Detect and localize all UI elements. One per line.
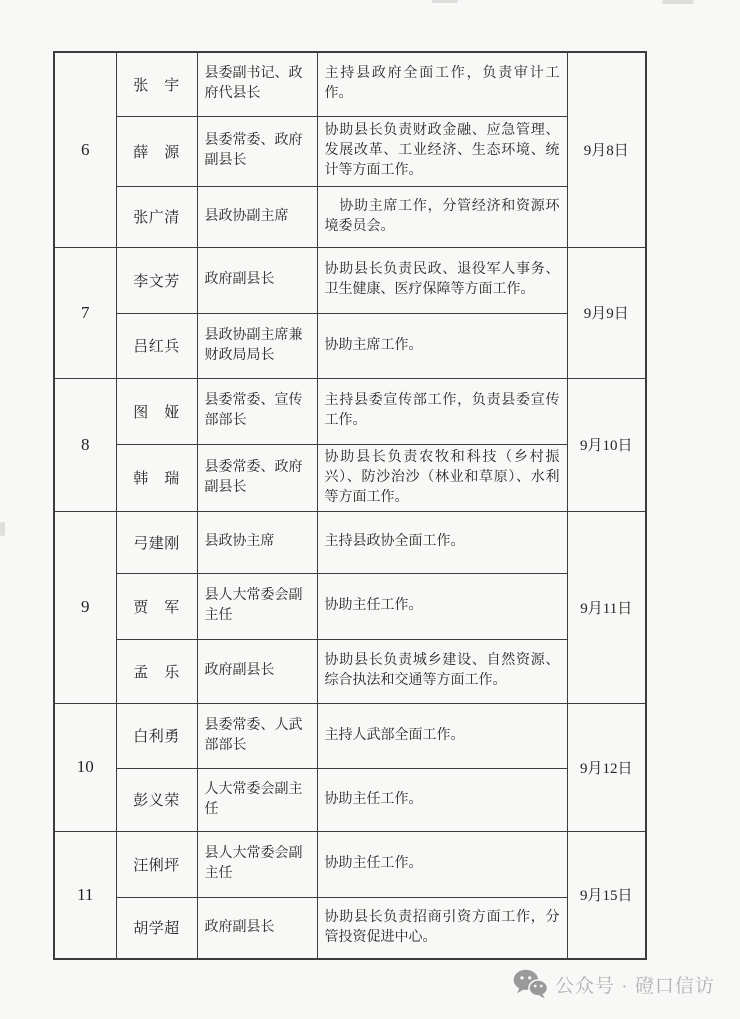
table-row	[54, 897, 646, 959]
duty-cell: 主持人武部全面工作。	[317, 703, 567, 768]
duty-cell: 协助县长负责农牧和科技（乡村振兴）、防沙治沙（林业和草原）、水利等方面工作。	[317, 444, 567, 511]
duty-cell: 协助县长负责城乡建设、自然资源、综合执法和交通等方面工作。	[317, 639, 567, 703]
name-cell: 胡学超	[116, 897, 197, 959]
duty-cell: 协助县长负责民政、退役军人事务、卫生健康、医疗保障等方面工作。	[317, 247, 567, 313]
table-row	[54, 247, 646, 313]
title-cell: 县政协主席	[197, 511, 317, 573]
scan-artifact	[0, 522, 5, 536]
title-cell: 县委常委、宣传部部长	[197, 378, 317, 444]
title-cell: 政府副县长	[197, 639, 317, 703]
title-cell: 人大常委会副主任	[197, 768, 317, 831]
title-cell: 县人大常委会副主任	[197, 573, 317, 639]
group-number-cell: 11	[54, 831, 116, 959]
name-cell: 吕红兵	[116, 313, 197, 378]
duty-roster-table	[53, 51, 647, 960]
title-cell: 县政协副主席兼财政局局长	[197, 313, 317, 378]
table-row	[54, 313, 646, 378]
duty-cell: 协助主任工作。	[317, 831, 567, 897]
table-row	[54, 378, 646, 444]
table-row	[54, 116, 646, 186]
scan-artifact	[662, 0, 694, 4]
duty-cell: 协助主任工作。	[317, 768, 567, 831]
table-row	[54, 511, 646, 573]
scan-artifact	[432, 0, 458, 3]
group-number-cell: 9	[54, 511, 116, 703]
duty-cell: 主持县政府全面工作，负责审计工作。	[317, 52, 567, 116]
name-cell: 韩 瑞	[116, 444, 197, 511]
duty-cell: 协助县长负责财政金融、应急管理、发展改革、工业经济、生态环境、统计等方面工作。	[317, 116, 567, 186]
duty-cell: 协助主席工作。	[317, 313, 567, 378]
duty-cell: 主持县政协全面工作。	[317, 511, 567, 573]
title-cell: 政府副县长	[197, 897, 317, 959]
title-cell: 县人大常委会副主任	[197, 831, 317, 897]
name-cell: 孟 乐	[116, 639, 197, 703]
name-cell: 李文芳	[116, 247, 197, 313]
wechat-watermark	[513, 965, 715, 1003]
title-cell: 县委常委、政府副县长	[197, 116, 317, 186]
duty-roster-body	[54, 52, 646, 959]
table-row	[54, 52, 646, 116]
title-cell: 县政协副主席	[197, 186, 317, 247]
table-row	[54, 186, 646, 247]
duty-cell: 协助主任工作。	[317, 573, 567, 639]
table-row	[54, 703, 646, 768]
title-cell: 政府副县长	[197, 247, 317, 313]
table-row	[54, 831, 646, 897]
table-row	[54, 639, 646, 703]
date-cell: 9月8日	[567, 52, 646, 247]
name-cell: 图 娅	[116, 378, 197, 444]
name-cell: 薛 源	[116, 116, 197, 186]
date-cell: 9月10日	[567, 378, 646, 511]
date-cell: 9月15日	[567, 831, 646, 959]
duty-cell: 协助主席工作，分管经济和资源环境委员会。	[317, 186, 567, 247]
date-cell: 9月9日	[567, 247, 646, 378]
wechat-icon	[513, 969, 548, 999]
name-cell: 彭义荣	[116, 768, 197, 831]
table-row	[54, 444, 646, 511]
title-cell: 县委常委、政府副县长	[197, 444, 317, 511]
duty-cell: 协助县长负责招商引资方面工作，分管投资促进中心。	[317, 897, 567, 959]
group-number-cell: 8	[54, 378, 116, 511]
name-cell: 张 宇	[116, 52, 197, 116]
name-cell: 汪俐坪	[116, 831, 197, 897]
table-row	[54, 768, 646, 831]
name-cell: 白利勇	[116, 703, 197, 768]
group-number-cell: 7	[54, 247, 116, 378]
date-cell: 9月11日	[567, 511, 646, 703]
name-cell: 贾 军	[116, 573, 197, 639]
date-cell: 9月12日	[567, 703, 646, 831]
group-number-cell: 6	[54, 52, 116, 247]
name-cell: 张广清	[116, 186, 197, 247]
name-cell: 弓建刚	[116, 511, 197, 573]
table-row	[54, 573, 646, 639]
group-number-cell: 10	[54, 703, 116, 831]
duty-cell: 主持县委宣传部工作，负责县委宣传工作。	[317, 378, 567, 444]
watermark-label: 公众号 · 磴口信访	[555, 975, 715, 997]
title-cell: 县委常委、人武部部长	[197, 703, 317, 768]
title-cell: 县委副书记、政府代县长	[197, 52, 317, 116]
